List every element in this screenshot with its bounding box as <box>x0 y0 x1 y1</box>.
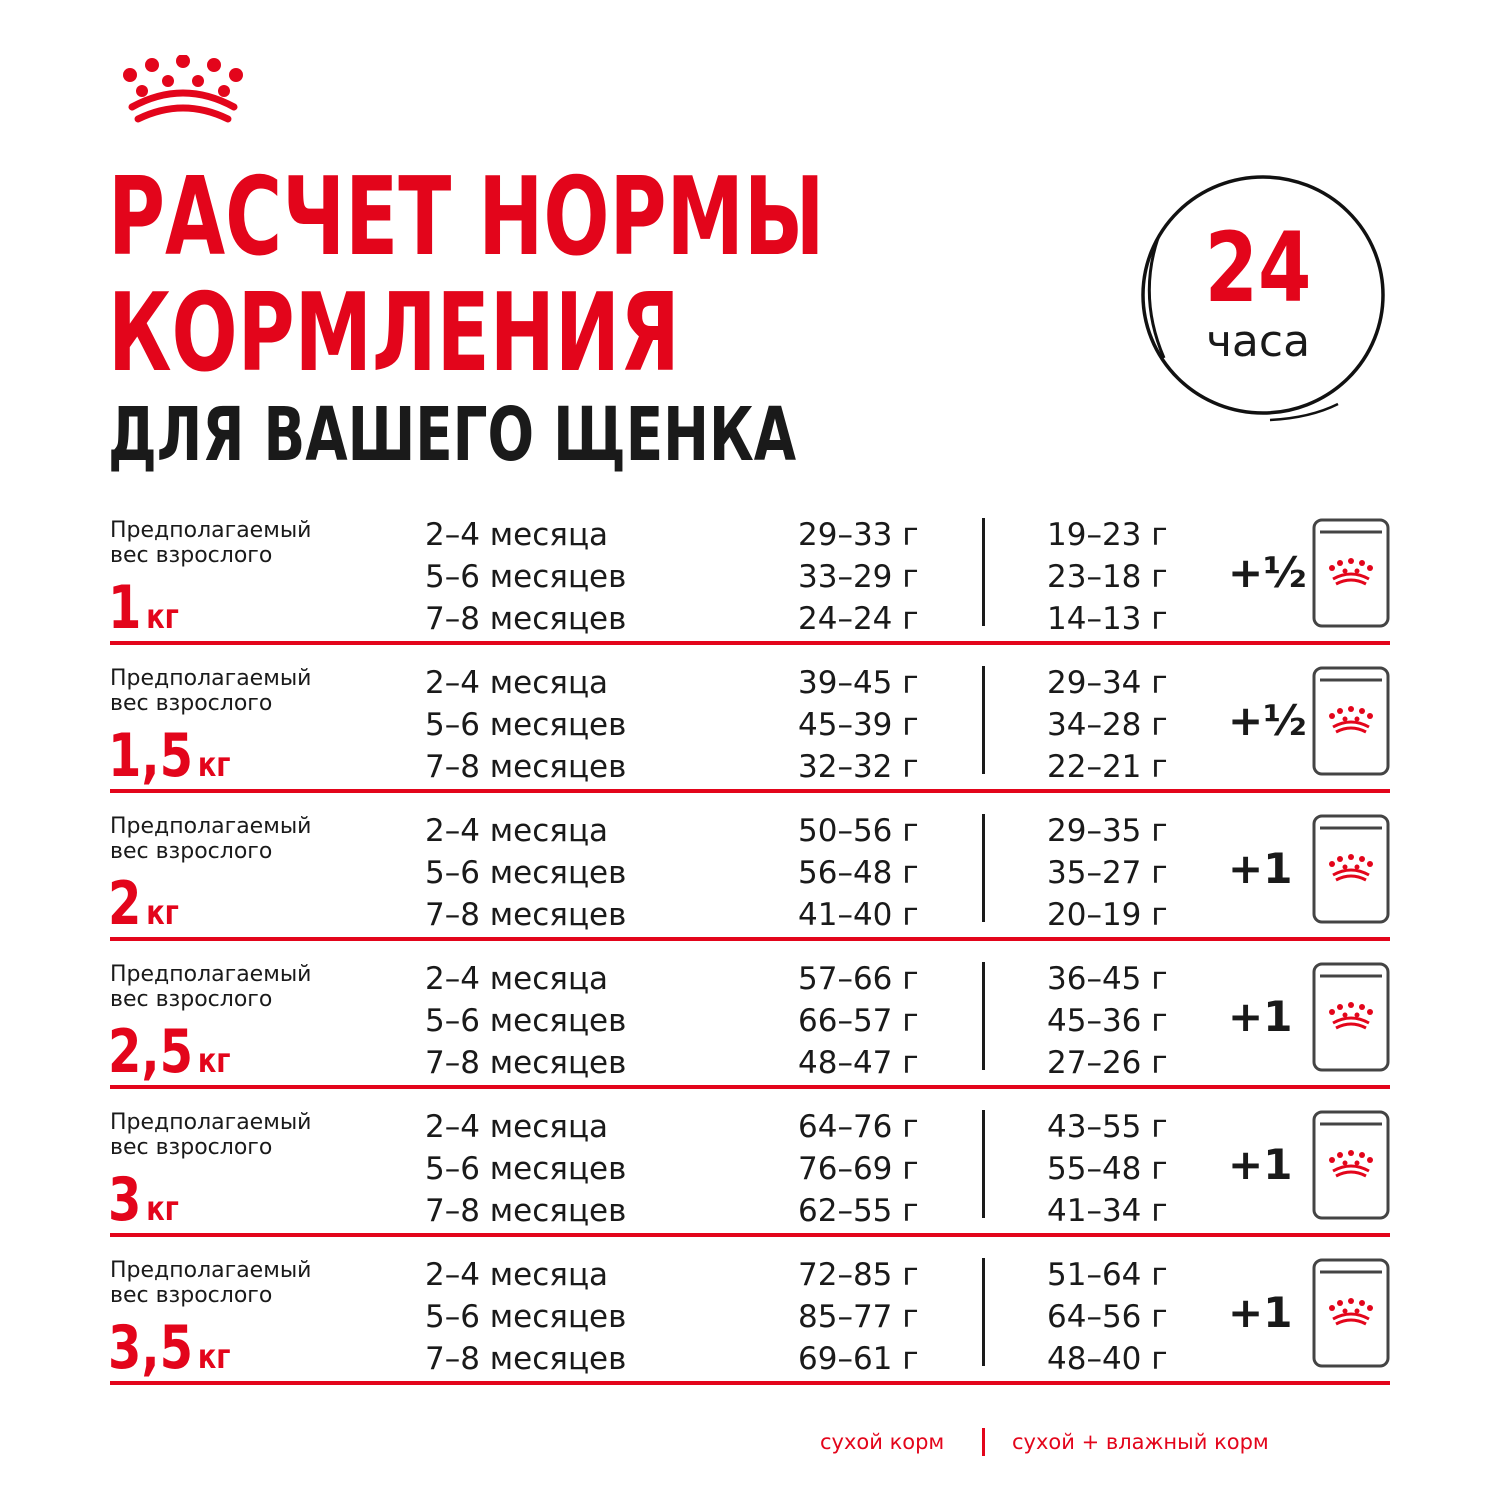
age-column <box>425 958 626 1084</box>
feeding-table <box>110 514 1390 1385</box>
dry-food-cell: 45–39 г <box>798 707 919 743</box>
table-row <box>110 810 1390 941</box>
weight-label <box>110 518 410 568</box>
dry-food-cell: 50–56 г <box>798 813 919 849</box>
dry-food-cell: 72–85 г <box>798 1257 919 1293</box>
weight-number: 2 <box>108 869 142 939</box>
table-row <box>110 662 1390 793</box>
age-cell: 5–6 месяцев <box>425 559 627 595</box>
weight-label-line: вес взрослого <box>110 987 273 1012</box>
age-column <box>425 1106 626 1232</box>
table-row <box>110 958 1390 1089</box>
weight-value <box>108 869 179 939</box>
pouch-icon <box>1312 814 1390 924</box>
pouch-amount: +1 <box>1228 992 1293 1041</box>
crown-logo-icon <box>118 55 248 127</box>
pouch-amount: +1 <box>1228 1288 1293 1337</box>
pouch-amount: +½ <box>1228 696 1307 745</box>
dry-food-column <box>798 662 919 788</box>
mixed-food-column <box>1047 662 1168 788</box>
age-cell: 7–8 месяцев <box>425 1193 627 1229</box>
age-cell: 2–4 месяца <box>425 665 609 701</box>
column-divider <box>982 814 985 922</box>
mixed-food-cell: 64–56 г <box>1047 1299 1168 1335</box>
mixed-food-cell: 29–34 г <box>1047 665 1168 701</box>
mixed-food-cell: 23–18 г <box>1047 559 1168 595</box>
age-cell: 2–4 месяца <box>425 517 609 553</box>
age-cell: 2–4 месяца <box>425 813 609 849</box>
mixed-food-cell: 48–40 г <box>1047 1341 1168 1377</box>
weight-unit: кг <box>197 1041 231 1081</box>
pouch-icon <box>1312 1258 1390 1368</box>
weight-number: 1 <box>108 573 142 643</box>
age-cell: 7–8 месяцев <box>425 897 627 933</box>
dry-food-cell: 62–55 г <box>798 1193 919 1229</box>
mixed-food-column <box>1047 1106 1168 1232</box>
pouch-amount: +1 <box>1228 844 1293 893</box>
weight-unit: кг <box>146 893 179 933</box>
age-cell: 2–4 месяца <box>425 1109 609 1145</box>
weight-label-line: Предполагаемый <box>110 518 312 543</box>
dry-food-column <box>798 514 919 640</box>
weight-label-line: вес взрослого <box>110 543 273 568</box>
dry-food-column <box>798 1254 919 1380</box>
dry-food-column <box>798 958 919 1084</box>
age-cell: 7–8 месяцев <box>425 1341 627 1377</box>
dry-food-cell: 57–66 г <box>798 961 919 997</box>
age-cell: 7–8 месяцев <box>425 749 627 785</box>
column-divider <box>982 518 985 626</box>
age-cell: 7–8 месяцев <box>425 601 627 637</box>
legend <box>0 1428 1500 1458</box>
pouch-icon <box>1312 1110 1390 1220</box>
weight-value <box>108 721 231 791</box>
weight-number: 3,5 <box>108 1313 194 1383</box>
weight-value <box>108 573 179 643</box>
legend-mixed-food: сухой + влажный корм <box>1012 1430 1269 1454</box>
column-divider <box>982 1110 985 1218</box>
mixed-food-column <box>1047 958 1168 1084</box>
weight-value <box>108 1165 179 1235</box>
age-cell: 5–6 месяцев <box>425 1003 627 1039</box>
pouch-icon <box>1312 962 1390 1072</box>
weight-label <box>110 666 410 716</box>
mixed-food-cell: 36–45 г <box>1047 961 1168 997</box>
mixed-food-cell: 55–48 г <box>1047 1151 1168 1187</box>
table-row <box>110 1106 1390 1237</box>
weight-label-line: вес взрослого <box>110 691 273 716</box>
weight-label-line: Предполагаемый <box>110 1110 312 1135</box>
dry-food-cell: 32–32 г <box>798 749 919 785</box>
mixed-food-cell: 45–36 г <box>1047 1003 1168 1039</box>
mixed-food-column <box>1047 514 1168 640</box>
mixed-food-cell: 22–21 г <box>1047 749 1168 785</box>
table-row <box>110 514 1390 645</box>
weight-label-line: Предполагаемый <box>110 1258 312 1283</box>
weight-value <box>108 1017 231 1087</box>
mixed-food-cell: 14–13 г <box>1047 601 1168 637</box>
mixed-food-column <box>1047 1254 1168 1380</box>
weight-unit: кг <box>197 745 231 785</box>
mixed-food-cell: 51–64 г <box>1047 1257 1168 1293</box>
mixed-food-column <box>1047 810 1168 936</box>
legend-divider <box>982 1428 985 1456</box>
dry-food-cell: 39–45 г <box>798 665 919 701</box>
weight-unit: кг <box>197 1337 231 1377</box>
age-column <box>425 662 626 788</box>
dry-food-cell: 29–33 г <box>798 517 919 553</box>
table-row <box>110 1254 1390 1385</box>
age-column <box>425 1254 626 1380</box>
weight-unit: кг <box>146 597 179 637</box>
dry-food-cell: 33–29 г <box>798 559 919 595</box>
mixed-food-cell: 20–19 г <box>1047 897 1168 933</box>
pouch-amount: +½ <box>1228 548 1307 597</box>
page-subtitle: ДЛЯ ВАШЕГО ЩЕНКА <box>108 392 797 478</box>
age-column <box>425 810 626 936</box>
weight-unit: кг <box>146 1189 179 1229</box>
page-title-line-2: КОРМЛЕНИЯ <box>108 271 680 396</box>
weight-label-line: Предполагаемый <box>110 962 312 987</box>
dry-food-cell: 48–47 г <box>798 1045 919 1081</box>
weight-label-line: вес взрослого <box>110 839 273 864</box>
weight-number: 1,5 <box>108 721 194 791</box>
badge-unit: часа <box>1205 316 1311 367</box>
weight-label <box>110 1110 410 1160</box>
mixed-food-cell: 43–55 г <box>1047 1109 1168 1145</box>
age-cell: 5–6 месяцев <box>425 707 627 743</box>
dry-food-column <box>798 810 919 936</box>
dry-food-cell: 24–24 г <box>798 601 919 637</box>
weight-number: 2,5 <box>108 1017 194 1087</box>
age-cell: 2–4 месяца <box>425 961 609 997</box>
dry-food-cell: 56–48 г <box>798 855 919 891</box>
mixed-food-cell: 29–35 г <box>1047 813 1168 849</box>
mixed-food-cell: 19–23 г <box>1047 517 1168 553</box>
age-column <box>425 514 626 640</box>
column-divider <box>982 962 985 1070</box>
weight-label <box>110 1258 410 1308</box>
column-divider <box>982 1258 985 1366</box>
weight-value <box>108 1313 231 1383</box>
weight-label <box>110 814 410 864</box>
dry-food-cell: 76–69 г <box>798 1151 919 1187</box>
pouch-amount: +1 <box>1228 1140 1293 1189</box>
dry-food-cell: 64–76 г <box>798 1109 919 1145</box>
weight-number: 3 <box>108 1165 142 1235</box>
mixed-food-cell: 34–28 г <box>1047 707 1168 743</box>
dry-food-cell: 41–40 г <box>798 897 919 933</box>
mixed-food-cell: 41–34 г <box>1047 1193 1168 1229</box>
dry-food-cell: 69–61 г <box>798 1341 919 1377</box>
weight-label <box>110 962 410 1012</box>
mixed-food-cell: 27–26 г <box>1047 1045 1168 1081</box>
age-cell: 5–6 месяцев <box>425 855 627 891</box>
age-cell: 5–6 месяцев <box>425 1151 627 1187</box>
legend-dry-food: сухой корм <box>820 1430 945 1454</box>
age-cell: 2–4 месяца <box>425 1257 609 1293</box>
column-divider <box>982 666 985 774</box>
weight-label-line: Предполагаемый <box>110 814 312 839</box>
weight-label-line: вес взрослого <box>110 1283 273 1308</box>
weight-label-line: вес взрослого <box>110 1135 273 1160</box>
age-cell: 7–8 месяцев <box>425 1045 627 1081</box>
page-title-line-1: РАСЧЕТ НОРМЫ <box>108 155 825 280</box>
age-cell: 5–6 месяцев <box>425 1299 627 1335</box>
weight-label-line: Предполагаемый <box>110 666 312 691</box>
mixed-food-cell: 35–27 г <box>1047 855 1168 891</box>
dry-food-column <box>798 1106 919 1232</box>
pouch-icon <box>1312 666 1390 776</box>
dry-food-cell: 66–57 г <box>798 1003 919 1039</box>
badge-number: 24 <box>1204 212 1312 324</box>
pouch-icon <box>1312 518 1390 628</box>
dry-food-cell: 85–77 г <box>798 1299 919 1335</box>
